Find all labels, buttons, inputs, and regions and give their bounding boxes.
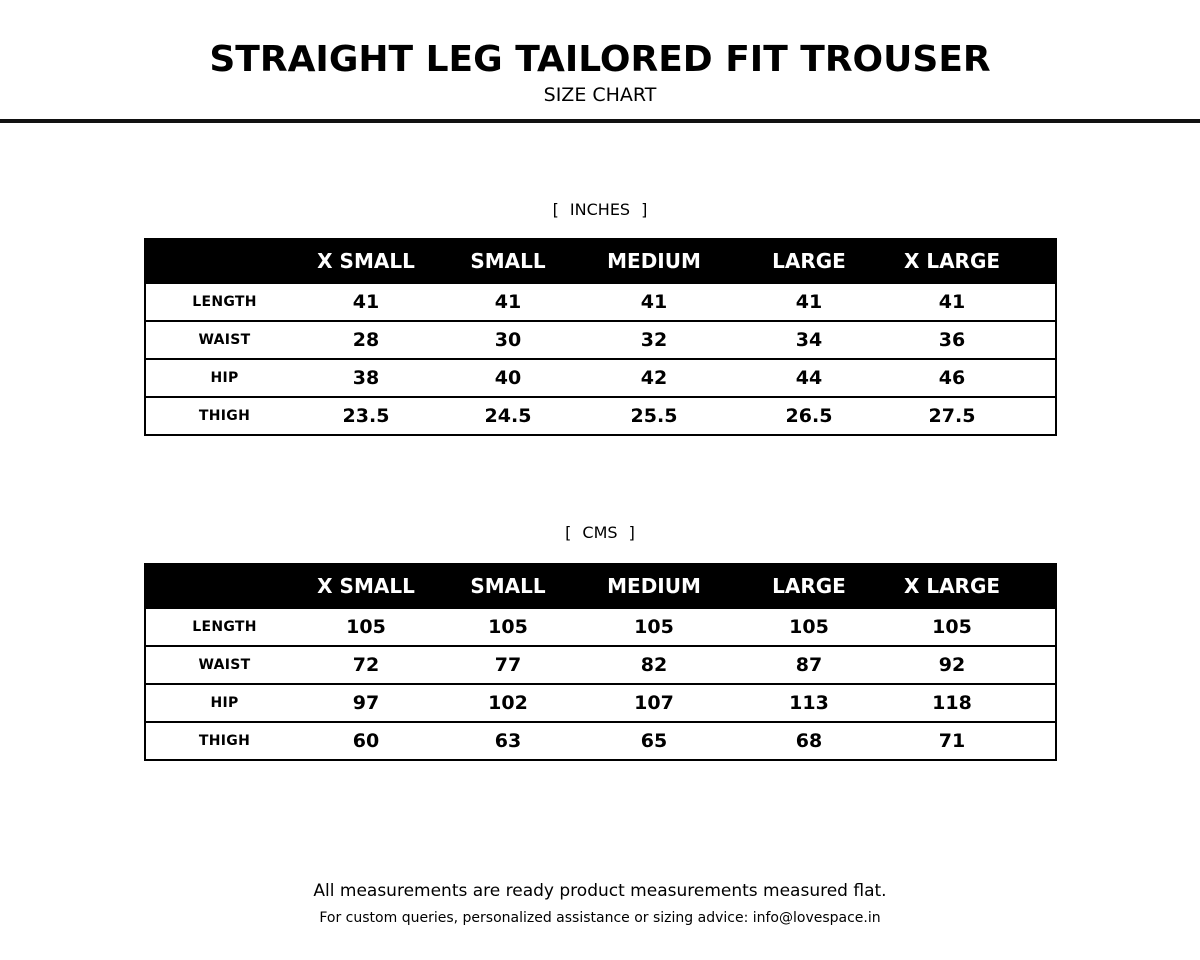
size-header: SMALL <box>429 239 587 283</box>
row-label: LENGTH <box>145 283 303 321</box>
header-divider <box>0 119 1200 123</box>
pad-cell <box>1007 608 1056 646</box>
size-header: LARGE <box>721 564 897 608</box>
measurement-cell: 32 <box>587 321 721 359</box>
table-row <box>145 397 1056 435</box>
measurement-cell: 42 <box>587 359 721 397</box>
measurement-cell: 92 <box>897 646 1007 684</box>
measurement-cell: 87 <box>721 646 897 684</box>
page-subtitle: SIZE CHART <box>543 84 657 106</box>
measurement-cell: 25.5 <box>587 397 721 435</box>
measurement-cell: 105 <box>587 608 721 646</box>
table-row <box>145 321 1056 359</box>
measurement-cell: 41 <box>721 283 897 321</box>
cms-unit-label: [ CMS ] <box>565 523 635 542</box>
row-label: THIGH <box>145 722 303 760</box>
measurement-cell: 105 <box>897 608 1007 646</box>
table-header-row <box>145 239 1056 283</box>
measurement-cell: 46 <box>897 359 1007 397</box>
cms-size-table <box>144 563 1057 761</box>
table-row <box>145 359 1056 397</box>
row-label: THIGH <box>145 397 303 435</box>
measurement-cell: 41 <box>303 283 429 321</box>
measurement-cell: 71 <box>897 722 1007 760</box>
contact-note: For custom queries, personalized assistance or sizing advice: info@lovespace.in <box>319 910 881 926</box>
measurement-cell: 36 <box>897 321 1007 359</box>
size-header: LARGE <box>721 239 897 283</box>
size-header: MEDIUM <box>587 239 721 283</box>
table-row <box>145 608 1056 646</box>
table-header-row <box>145 564 1056 608</box>
measurement-cell: 102 <box>429 684 587 722</box>
pad-cell <box>1007 321 1056 359</box>
measurement-cell: 105 <box>429 608 587 646</box>
measurement-cell: 40 <box>429 359 587 397</box>
measurement-cell: 105 <box>303 608 429 646</box>
measurement-cell: 34 <box>721 321 897 359</box>
row-label: HIP <box>145 684 303 722</box>
row-label: LENGTH <box>145 608 303 646</box>
size-header: X LARGE <box>897 239 1007 283</box>
measurement-cell: 38 <box>303 359 429 397</box>
measurement-note: All measurements are ready product measurements measured flat. <box>313 881 887 901</box>
measurement-cell: 41 <box>587 283 721 321</box>
header-pad-cell <box>1007 239 1056 283</box>
header-blank-cell <box>145 239 303 283</box>
measurement-cell: 41 <box>897 283 1007 321</box>
row-label: WAIST <box>145 646 303 684</box>
inches-unit-label: [ INCHES ] <box>552 200 648 219</box>
measurement-cell: 77 <box>429 646 587 684</box>
measurement-cell: 97 <box>303 684 429 722</box>
measurement-cell: 105 <box>721 608 897 646</box>
measurement-cell: 68 <box>721 722 897 760</box>
measurement-cell: 113 <box>721 684 897 722</box>
page-title: STRAIGHT LEG TAILORED FIT TROUSER <box>209 39 991 80</box>
measurement-cell: 63 <box>429 722 587 760</box>
measurement-cell: 44 <box>721 359 897 397</box>
measurement-cell: 28 <box>303 321 429 359</box>
size-header: MEDIUM <box>587 564 721 608</box>
measurement-cell: 41 <box>429 283 587 321</box>
size-header: SMALL <box>429 564 587 608</box>
measurement-cell: 60 <box>303 722 429 760</box>
measurement-cell: 65 <box>587 722 721 760</box>
measurement-cell: 30 <box>429 321 587 359</box>
table-row <box>145 646 1056 684</box>
header-blank-cell <box>145 564 303 608</box>
measurement-cell: 118 <box>897 684 1007 722</box>
table-row <box>145 722 1056 760</box>
size-header: X SMALL <box>303 564 429 608</box>
table-row <box>145 684 1056 722</box>
pad-cell <box>1007 359 1056 397</box>
measurement-cell: 24.5 <box>429 397 587 435</box>
pad-cell <box>1007 646 1056 684</box>
pad-cell <box>1007 722 1056 760</box>
measurement-cell: 82 <box>587 646 721 684</box>
row-label: WAIST <box>145 321 303 359</box>
measurement-cell: 107 <box>587 684 721 722</box>
inches-size-table <box>144 238 1057 436</box>
measurement-cell: 72 <box>303 646 429 684</box>
measurement-cell: 26.5 <box>721 397 897 435</box>
pad-cell <box>1007 397 1056 435</box>
size-header: X SMALL <box>303 239 429 283</box>
header-pad-cell <box>1007 564 1056 608</box>
pad-cell <box>1007 684 1056 722</box>
pad-cell <box>1007 283 1056 321</box>
row-label: HIP <box>145 359 303 397</box>
table-row <box>145 283 1056 321</box>
size-header: X LARGE <box>897 564 1007 608</box>
measurement-cell: 23.5 <box>303 397 429 435</box>
measurement-cell: 27.5 <box>897 397 1007 435</box>
